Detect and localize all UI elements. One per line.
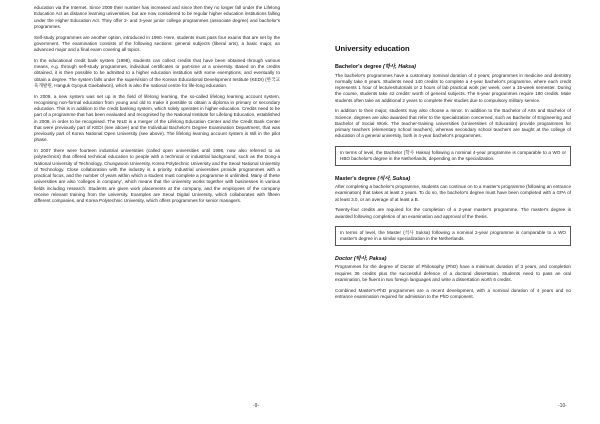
doctor-heading-name: Doctor: [335, 255, 353, 262]
left-paragraph-5: In 2007 there were fourteen industrial universities (called open universities until 1998, now also referred to as polytechnics) that offered technical education to people with a technical or industrial background, such as the Dong-a National University of Technology, Chungwoon University, Korea Polytechnic University and the Seoul National University of Technology. Close collaboration with the industry is a priority. Industrial universities provide programmes with a practical focus, and the number of years within which a student must complete a programme is unlimited. Many of these universities are also 'colleges in company', which means that the university works together with businesses in various fields including research. Students are given work placements at the company, and the employees of the company receive relevant training from the university. Examples are Seoul Digital University, which collaborates with fifteen different companies, and Korea Polytechnic University, which offers programmes for senior managers.: [34, 148, 280, 203]
bachelor-heading: [335, 62, 571, 70]
page-number: -9-: [253, 403, 260, 409]
bachelor-comparison-text: In terms of level, the Bachelor (학사 Haksa) following a nominal 4-year programme is comparable to a WO or HBO bachelor's degree in the Netherlands, depending on the specialization.: [340, 149, 566, 161]
bachelor-heading-name: Bachelor's degree: [335, 64, 382, 70]
doctor-heading: [335, 254, 571, 262]
master-comparison-text: In terms of level, the Master (석사 Suksa) following a nominal 2-year programme is comparable to a WO master's degree in a similar specialization in the Netherlands.: [340, 229, 566, 241]
doctor-paragraph-2: Combined Master's-PhD programmes are a recent development, with a nominal duration of 4 years and no entrance examination required for admission to the PhD component.: [335, 287, 571, 299]
master-heading-korean: (석사, Suksa): [377, 175, 411, 182]
bachelor-paragraph-1: The bachelor's programmes have a customary nominal duration of 4 years; programmes in medicine and dentistry normally take 6 years. Students need 140 credits to complete a 4-year bachelor's programme, where each credit represents 1 hour of lectures/tutorials or 2 hours of lab practical work per week, over a 15-week semester. During the course, students take 42 credits' worth of general subjects. The 6-year programmes require 180 credits. Male students often take an additional 2 years to complete their studies due to compulsory military service.: [335, 72, 571, 103]
left-paragraph-4: In 2009, a new system was set up in the field of lifelong learning, the so-called lifelong learning account system, recognising non-formal education from young and old to make it possible to obtain a diploma in primary or secondary education. This is in addition to the credit banking system, which solely operates in higher education. Credits need to be part of a programme that has been evaluated and recognised by the National Institute for Lifelong Education, established in 2008, in order to be recognised. The NILE is a merger of the Lifelong Education Center and the Credit Bank Center that were previously part of KEDI (see above) and the Individual Bachelor's Degree Examination Department, that was previously part of Korea National Open University (see above). The lifelong learning account system is still in the pilot phase.: [34, 93, 280, 143]
bachelor-comparison-box: [335, 146, 571, 166]
master-heading-name: Master's degree: [335, 175, 376, 182]
bachelor-paragraph-2: In addition to their major, students may also choose a minor. In addition to the Bachelor of Arts and Bachelor of Science, degrees are also awarded that refer to the specialization concerned, such as Bachelor of Engineering and Bachelor of Social Work. The teacher-training universities (Universities of Education) provide programmes for primary teachers (elementary school teachers), whereas secondary school teachers are taught at the college of education of a general university, both in 4-year bachelor's programmes.: [335, 108, 571, 139]
page-number: -10-: [558, 403, 567, 409]
right-page: [300, 0, 600, 424]
section-title: University education: [335, 44, 410, 53]
left-paragraph-2: Self-study programmes are another option, introduced in 1990. Here, students must pass four exams that are set by the government. The examination consists of the following sections: general subjects (liberal arts), a basic major, an advanced major and a final exam covering all topics.: [34, 34, 280, 52]
doctor-paragraph-1: Programmes for the degree of Doctor of Philosophy (PhD) have a minimum duration of 3 years, and completion requires 36 credits plus the successful defence of a doctoral dissertation. Students need to pass an oral examination, be fluent in two foreign languages and write a dissertation worth 6 credits.: [335, 264, 571, 282]
master-comparison-box: [335, 226, 571, 246]
bachelor-heading-korean: (학사, Haksa): [383, 64, 416, 70]
left-paragraph-3: In the educational credit bank system (1998), students can collect credits that have been obtained through various means, e.g. through self-study programmes, individual certificates or part-time at a university. Based on the credits obtained, it is then possible to be admitted to a higher education institution with some exemptions, and eventually to obtain a degree. The system falls under the supervision of the Korean Educational Development Institute (KEDI) (한국교육개발원, Hanguk Gyoyuk Gaebalwon), which is also the national centre for life-long education.: [34, 57, 280, 88]
doctor-heading-korean: (박사, Paksa): [353, 255, 387, 262]
master-paragraph-1: After completing a bachelor's programme, students can continue on to a master's programme (following an entrance examination) that takes at least 2 years. To do so, the bachelor's degree must have been completed with a GPA of at least 3.0, or an average of at least a B.: [335, 184, 571, 202]
left-paragraph-1: education via the Internet. Since 2009 their number has increased and since then they no longer fall under the Lifelong Education Act as distance learning universities, but are now considered to be regular higher education institutions falling under the Higher Education Act. They offer 2- and 3-year junior college programmes (associate degree) and bachelor's programmes.: [34, 5, 280, 29]
master-paragraph-2: Twenty-four credits are required for the completion of a 2-year master's programme. The master's degree is awarded following completion of an examination and approval of the thesis.: [335, 207, 571, 219]
master-heading: [335, 174, 571, 182]
